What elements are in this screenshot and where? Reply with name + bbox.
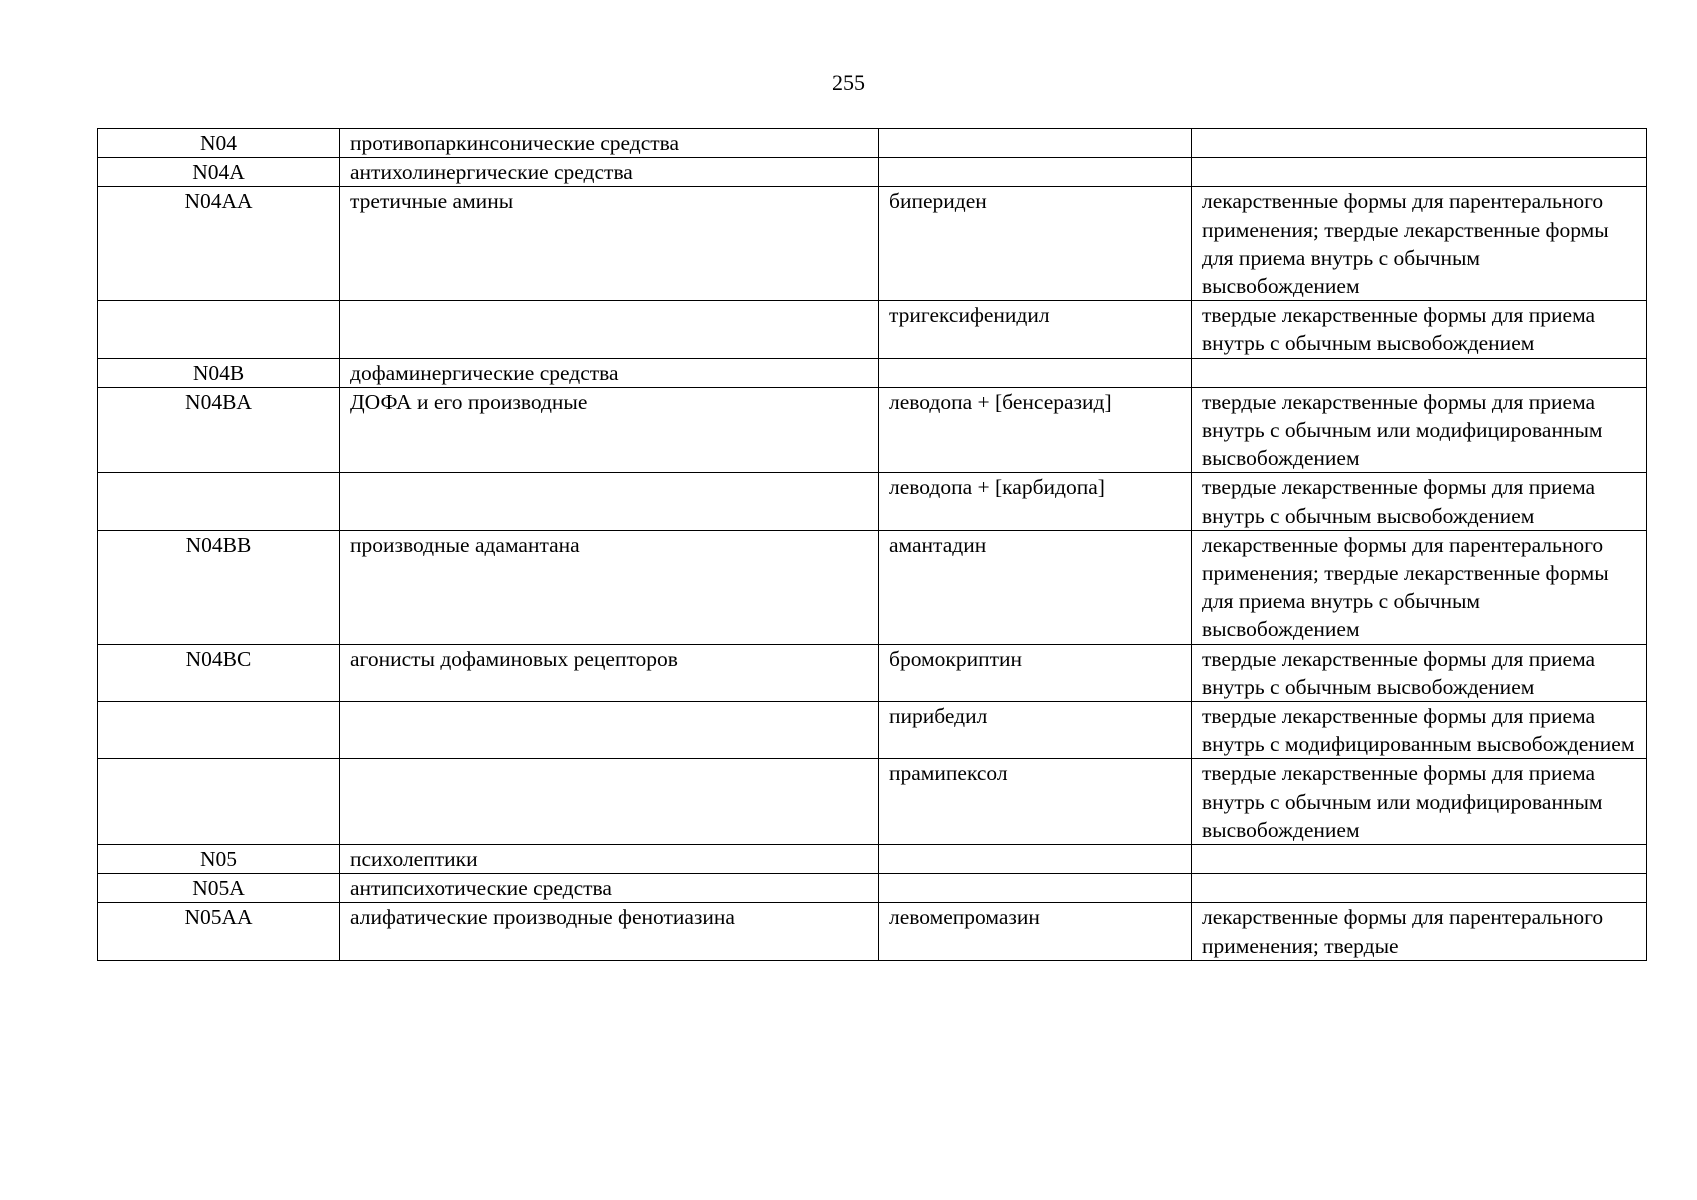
atc-code-cell: N04A bbox=[98, 158, 340, 187]
group-cell: психолептики bbox=[340, 845, 879, 874]
form-cell: твердые лекарственные формы для приема внутрь с обычным или модифицированным высвобождением bbox=[1192, 387, 1647, 473]
form-cell bbox=[1192, 845, 1647, 874]
atc-code-cell: N05AA bbox=[98, 903, 340, 960]
group-cell bbox=[340, 759, 879, 845]
table-row bbox=[98, 845, 1647, 874]
table-row bbox=[98, 158, 1647, 187]
table-row bbox=[98, 874, 1647, 903]
atc-code-cell: N04BB bbox=[98, 530, 340, 644]
group-cell: антипсихотические средства bbox=[340, 874, 879, 903]
drug-cell: тригексифенидил bbox=[879, 301, 1192, 358]
drug-table bbox=[97, 128, 1647, 961]
drug-cell: пирибедил bbox=[879, 702, 1192, 759]
atc-code-cell: N04AA bbox=[98, 187, 340, 301]
drug-cell bbox=[879, 845, 1192, 874]
table-row bbox=[98, 903, 1647, 960]
atc-code-cell: N05 bbox=[98, 845, 340, 874]
form-cell bbox=[1192, 358, 1647, 387]
drug-cell bbox=[879, 874, 1192, 903]
drug-cell: бромокриптин bbox=[879, 644, 1192, 701]
form-cell: лекарственные формы для парентерального применения; твердые лекарственные формы для приема внутрь с обычным высвобождением bbox=[1192, 187, 1647, 301]
form-cell bbox=[1192, 129, 1647, 158]
form-cell: лекарственные формы для парентерального применения; твердые bbox=[1192, 903, 1647, 960]
table-row bbox=[98, 358, 1647, 387]
drug-cell: леводопа + [бенсеразид] bbox=[879, 387, 1192, 473]
atc-code-cell: N04BC bbox=[98, 644, 340, 701]
table-row bbox=[98, 644, 1647, 701]
atc-code-cell bbox=[98, 702, 340, 759]
page-number: 255 bbox=[832, 70, 865, 95]
drug-cell: амантадин bbox=[879, 530, 1192, 644]
table-row bbox=[98, 387, 1647, 473]
form-cell bbox=[1192, 874, 1647, 903]
form-cell: твердые лекарственные формы для приема внутрь с обычным или модифицированным высвобождением bbox=[1192, 759, 1647, 845]
group-cell: производные адамантана bbox=[340, 530, 879, 644]
atc-code-cell bbox=[98, 473, 340, 530]
atc-code-cell bbox=[98, 759, 340, 845]
form-cell: лекарственные формы для парентерального применения; твердые лекарственные формы для приема внутрь с обычным высвобождением bbox=[1192, 530, 1647, 644]
group-cell: антихолинергические средства bbox=[340, 158, 879, 187]
group-cell: алифатические производные фенотиазина bbox=[340, 903, 879, 960]
drug-cell bbox=[879, 358, 1192, 387]
group-cell: агонисты дофаминовых рецепторов bbox=[340, 644, 879, 701]
table-row bbox=[98, 187, 1647, 301]
form-cell: твердые лекарственные формы для приема внутрь с обычным высвобождением bbox=[1192, 301, 1647, 358]
atc-code-cell: N04BA bbox=[98, 387, 340, 473]
table-row bbox=[98, 759, 1647, 845]
group-cell: третичные амины bbox=[340, 187, 879, 301]
group-cell: ДОФА и его производные bbox=[340, 387, 879, 473]
drug-cell bbox=[879, 129, 1192, 158]
table-row bbox=[98, 530, 1647, 644]
table-row bbox=[98, 702, 1647, 759]
atc-code-cell: N04 bbox=[98, 129, 340, 158]
group-cell bbox=[340, 702, 879, 759]
form-cell: твердые лекарственные формы для приема внутрь с модифицированным высвобождением bbox=[1192, 702, 1647, 759]
atc-code-cell: N04B bbox=[98, 358, 340, 387]
group-cell bbox=[340, 473, 879, 530]
atc-code-cell: N05A bbox=[98, 874, 340, 903]
drug-cell: бипериден bbox=[879, 187, 1192, 301]
form-cell bbox=[1192, 158, 1647, 187]
drug-cell: прамипексол bbox=[879, 759, 1192, 845]
drug-cell: левомепромазин bbox=[879, 903, 1192, 960]
group-cell: противопаркинсонические средства bbox=[340, 129, 879, 158]
group-cell bbox=[340, 301, 879, 358]
drug-cell: леводопа + [карбидопа] bbox=[879, 473, 1192, 530]
table-row bbox=[98, 301, 1647, 358]
atc-code-cell bbox=[98, 301, 340, 358]
table-row bbox=[98, 129, 1647, 158]
form-cell: твердые лекарственные формы для приема внутрь с обычным высвобождением bbox=[1192, 644, 1647, 701]
group-cell: дофаминергические средства bbox=[340, 358, 879, 387]
form-cell: твердые лекарственные формы для приема внутрь с обычным высвобождением bbox=[1192, 473, 1647, 530]
drug-cell bbox=[879, 158, 1192, 187]
table-row bbox=[98, 473, 1647, 530]
